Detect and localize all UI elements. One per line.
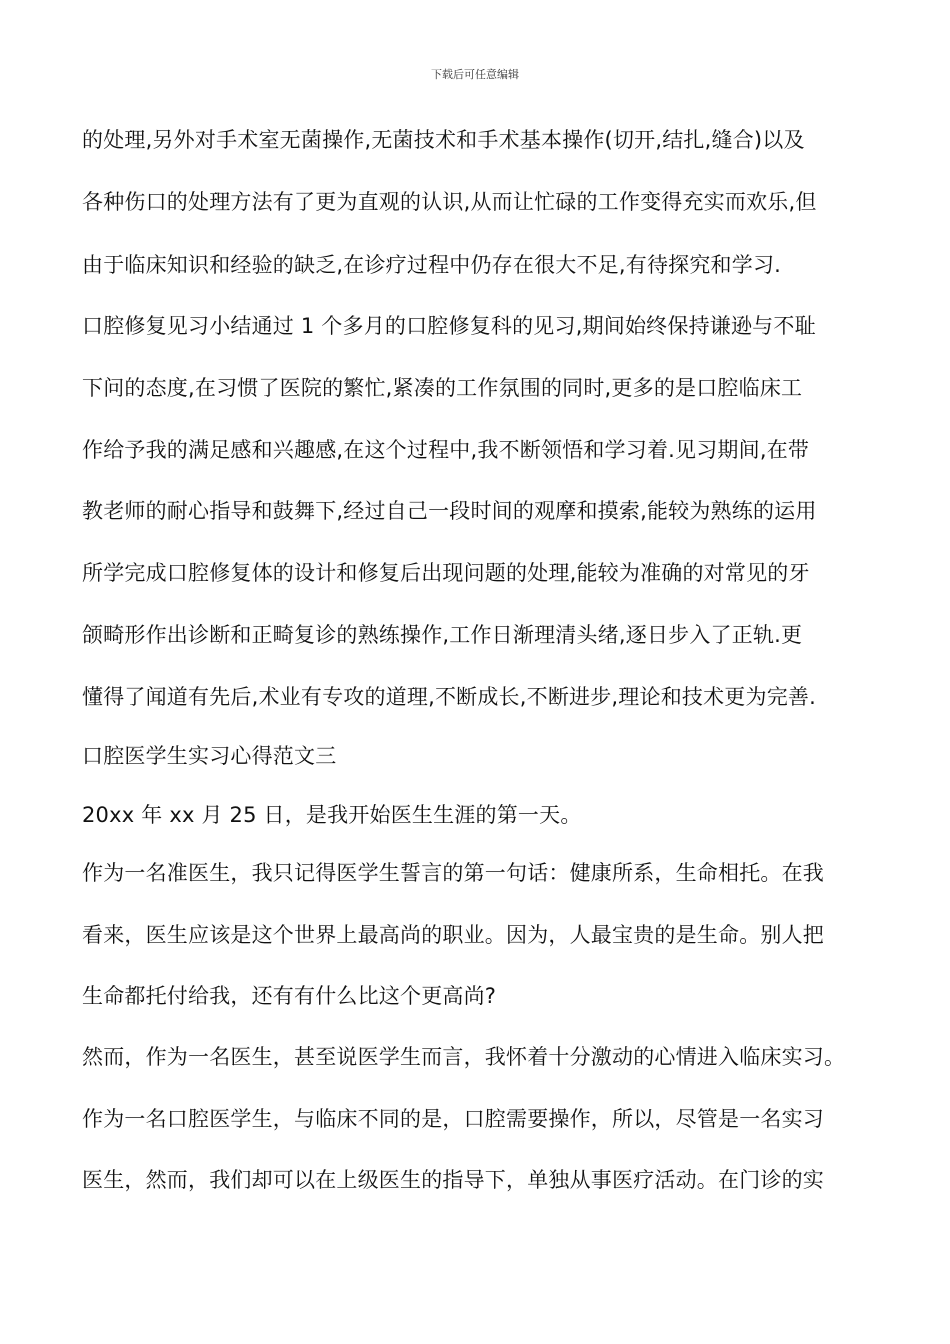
section-heading: 口腔医学生实习心得范文三 bbox=[82, 744, 337, 768]
body-line: 作为一名口腔医学生，与临床不同的是，口腔需要操作，所以，尽管是一名实习 bbox=[82, 1107, 824, 1131]
body-line: 所学完成口腔修复体的设计和修复后出现问题的处理,能较为准确的对常见的牙 bbox=[82, 561, 810, 585]
body-line: 医生，然而，我们却可以在上级医生的指导下，单独从事医疗活动。在门诊的实 bbox=[82, 1168, 824, 1192]
body-line: 看来，医生应该是这个世界上最高尚的职业。因为，人最宝贵的是生命。别人把 bbox=[82, 923, 824, 947]
body-line: 作给予我的满足感和兴趣感,在这个过程中,我不断领悟和学习着.见习期间,在带 bbox=[82, 438, 810, 462]
body-line: 各种伤口的处理方法有了更为直观的认识,从而让忙碌的工作变得充实而欢乐,但 bbox=[82, 190, 817, 214]
body-line: 20xx 年 xx 月 25 日，是我开始医生生涯的第一天。 bbox=[82, 803, 582, 827]
body-line: 口腔修复见习小结通过 1 个多月的口腔修复科的见习,期间始终保持谦逊与不耻 bbox=[82, 314, 816, 338]
body-line: 生命都托付给我，还有有什么比这个更高尚? bbox=[82, 984, 497, 1008]
body-line: 懂得了闻道有先后,术业有专攻的道理,不断成长,不断进步,理论和技术更为完善. bbox=[82, 685, 816, 709]
body-line: 的处理,另外对手术室无菌操作,无菌技术和手术基本操作(切开,结扎,缝合)以及 bbox=[82, 128, 805, 152]
body-line: 下问的态度,在习惯了医院的繁忙,紧凑的工作氛围的同时,更多的是口腔临床工 bbox=[82, 376, 803, 400]
body-line: 然而，作为一名医生，甚至说医学生而言，我怀着十分激动的心情进入临床实习。 bbox=[82, 1045, 846, 1069]
body-line: 作为一名准医生，我只记得医学生誓言的第一句话：健康所系，生命相托。在我 bbox=[82, 861, 824, 885]
body-line: 由于临床知识和经验的缺乏,在诊疗过程中仍存在很大不足,有待探究和学习. bbox=[82, 253, 782, 277]
page-header: 下载后可任意编辑 bbox=[431, 68, 519, 81]
body-line: 教老师的耐心指导和鼓舞下,经过自己一段时间的观摩和摸索,能较为熟练的运用 bbox=[82, 499, 817, 523]
body-line: 颌畸形作出诊断和正畸复诊的熟练操作,工作日渐理清头绪,逐日步入了正轨.更 bbox=[82, 623, 803, 647]
